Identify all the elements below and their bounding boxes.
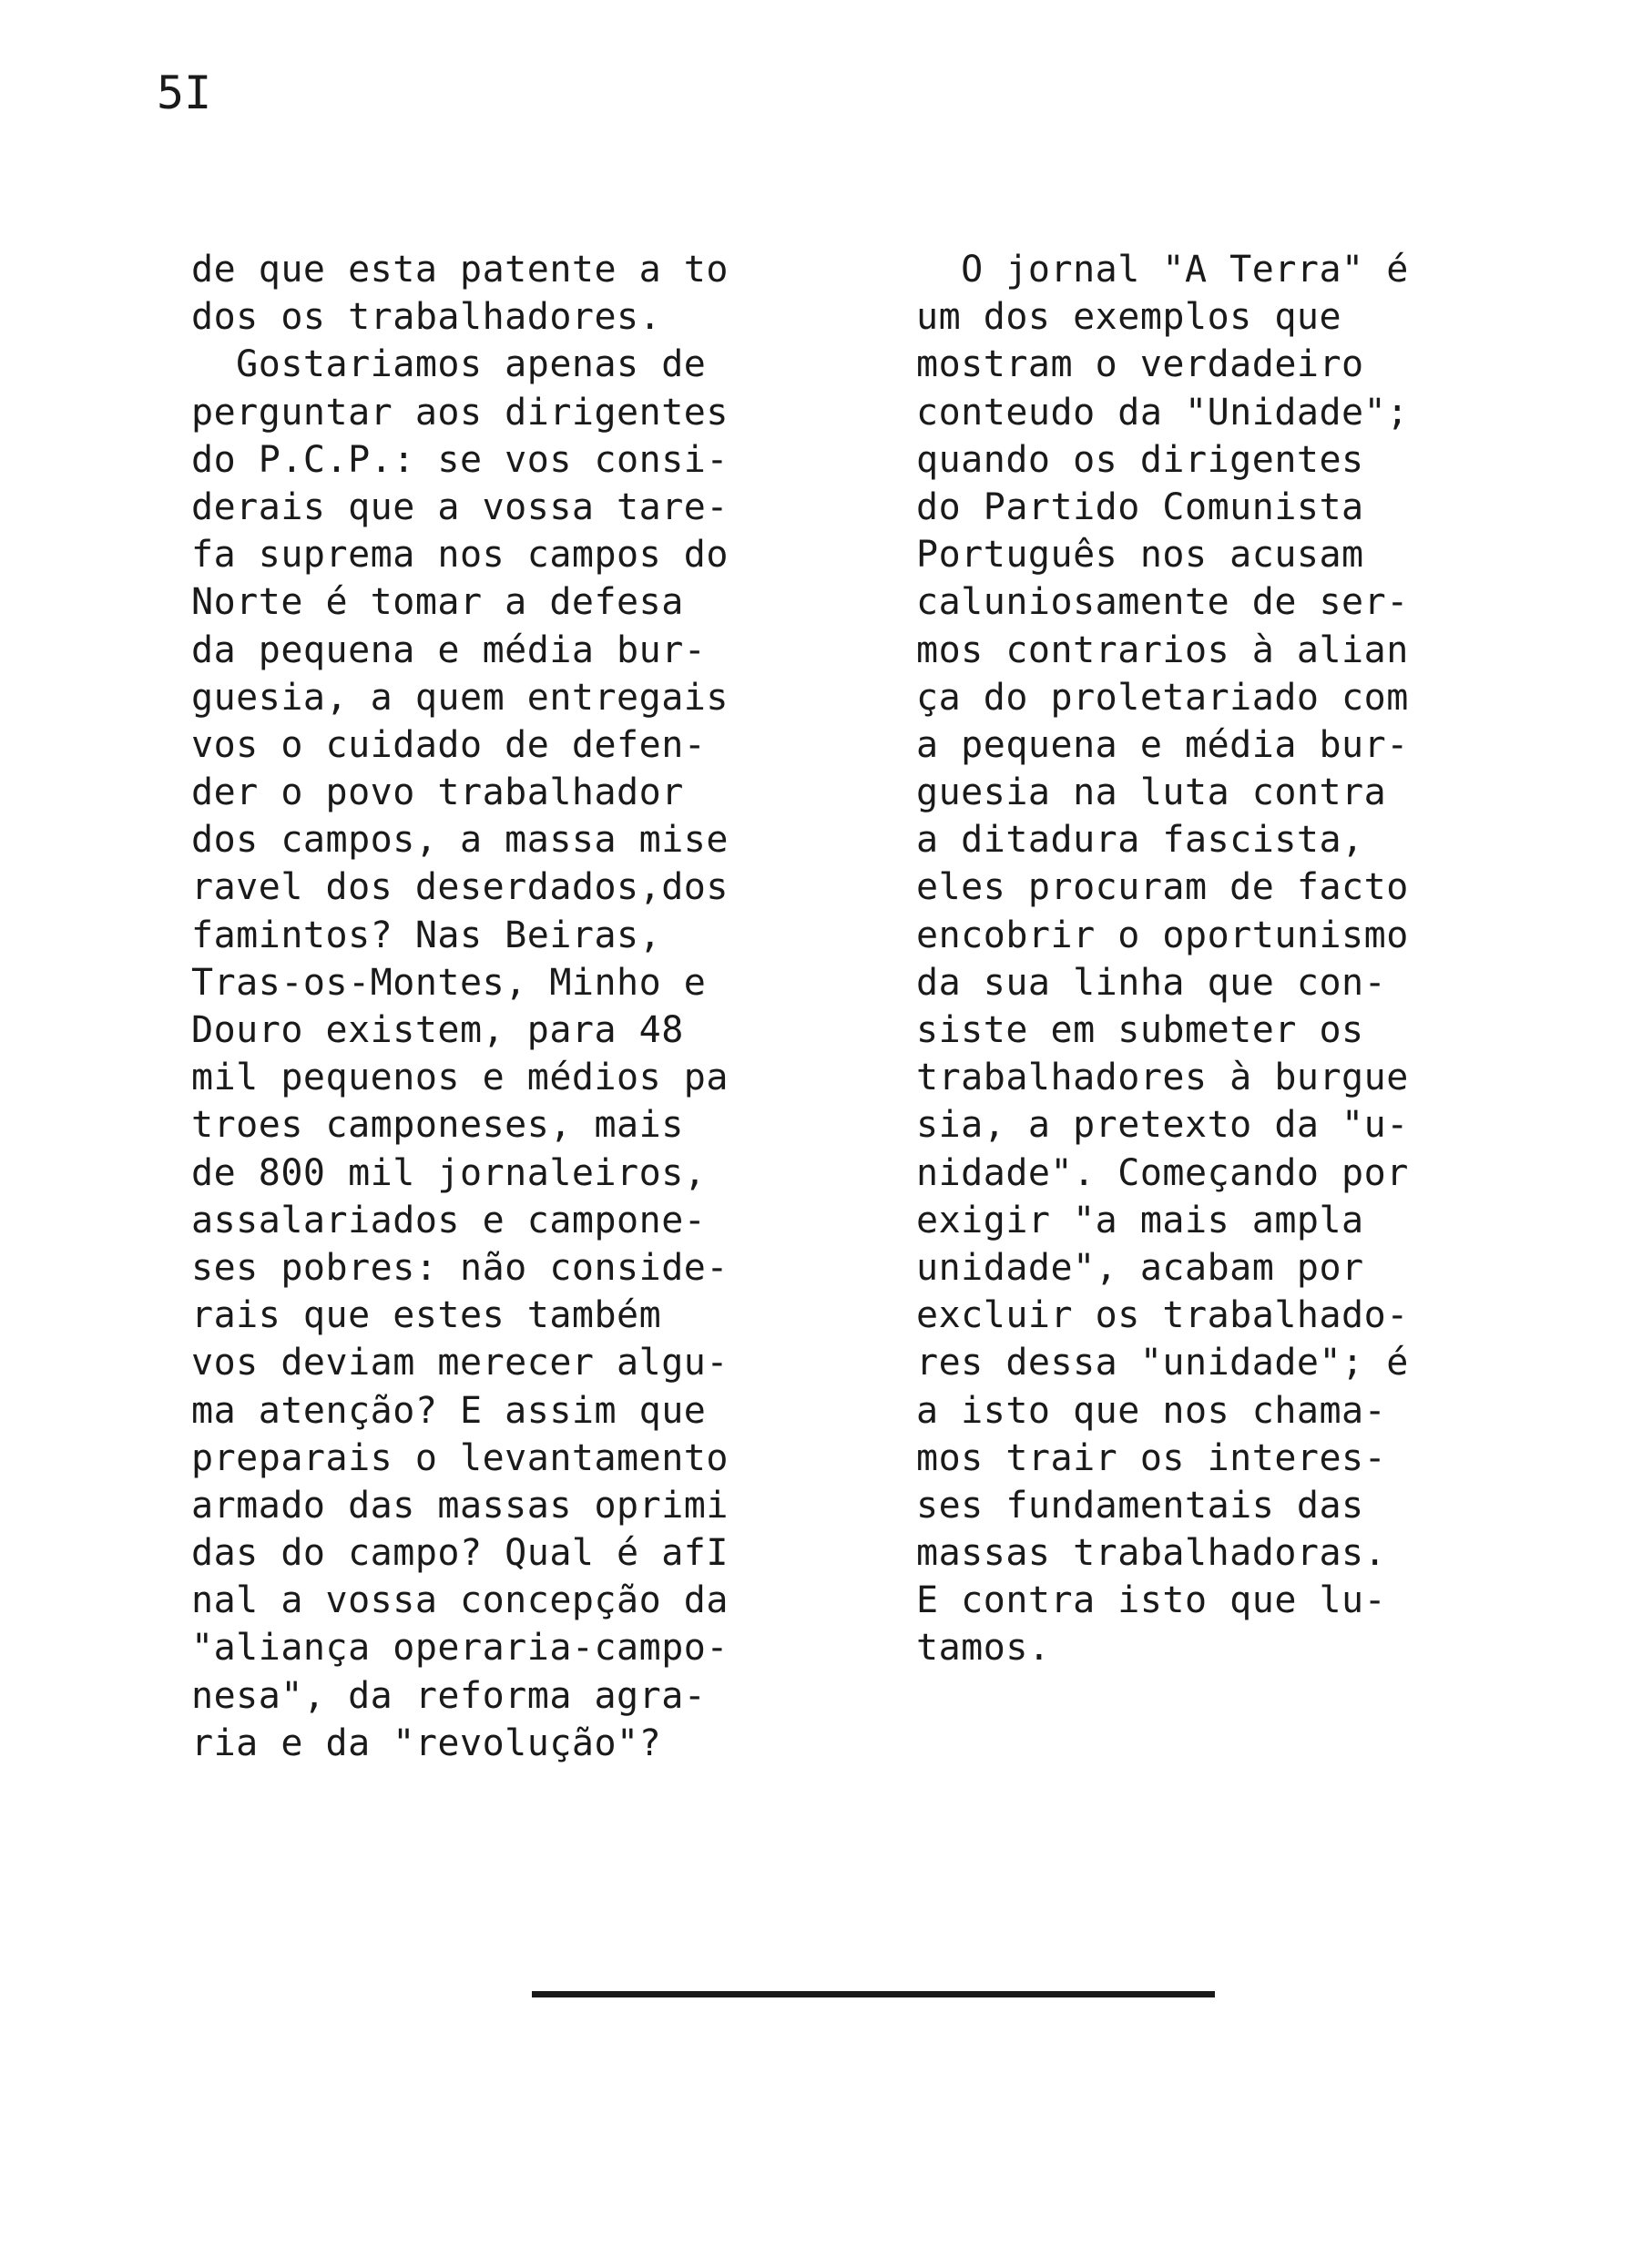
- text-line: mos trair os interes-: [916, 1436, 1387, 1479]
- text-line: unidade", acabam por: [916, 1246, 1364, 1289]
- text-line: mil pequenos e médios pa: [191, 1057, 729, 1099]
- text-line: res dessa "unidade"; é: [916, 1342, 1409, 1384]
- text-line: ria e da "revolução"?: [191, 1721, 662, 1764]
- text-line: fa suprema nos campos do: [191, 534, 729, 577]
- right-text-column: [916, 246, 1572, 1672]
- text-line: ses pobres: não conside-: [191, 1246, 729, 1289]
- text-line: Português nos acusam: [916, 534, 1364, 577]
- text-line: encobrir o oportunismo: [916, 914, 1409, 956]
- text-line: derais que a vossa tare-: [191, 485, 729, 528]
- text-line: do Partido Comunista: [916, 485, 1364, 528]
- text-line: der o povo trabalhador: [191, 771, 684, 814]
- text-line: famintos? Nas Beiras,: [191, 914, 662, 956]
- text-line: guesia, a quem entregais: [191, 676, 729, 719]
- text-line: das do campo? Qual é afI: [191, 1532, 729, 1575]
- text-line: ça do proletariado com: [916, 676, 1409, 719]
- text-line: a isto que nos chama-: [916, 1389, 1387, 1432]
- text-line: Gostariamos apenas de: [191, 343, 707, 386]
- text-line: Tras-os-Montes, Minho e: [191, 961, 707, 1004]
- text-line: trabalhadores à burgue: [916, 1057, 1409, 1099]
- text-line: ravel dos deserdados,dos: [191, 866, 729, 909]
- text-line: dos os trabalhadores.: [191, 296, 662, 339]
- text-line: da sua linha que con-: [916, 961, 1387, 1004]
- text-line: vos deviam merecer algu-: [191, 1342, 729, 1384]
- text-line: nidade". Começando por: [916, 1151, 1409, 1194]
- text-line: excluir os trabalhado-: [916, 1294, 1409, 1337]
- text-line: Douro existem, para 48: [191, 1009, 684, 1051]
- page-number: 5I: [157, 66, 212, 119]
- text-line: um dos exemplos que: [916, 296, 1342, 339]
- text-line: preparais o levantamento: [191, 1436, 729, 1479]
- text-line: eles procuram de facto: [916, 866, 1409, 909]
- text-line: assalariados e campone-: [191, 1199, 707, 1241]
- left-text-column: [191, 246, 883, 1767]
- text-line: a ditadura fascista,: [916, 819, 1364, 862]
- text-line: perguntar aos dirigentes: [191, 391, 729, 434]
- text-line: dos campos, a massa mise: [191, 819, 729, 862]
- text-line: tamos.: [916, 1627, 1051, 1670]
- text-line: E contra isto que lu-: [916, 1579, 1387, 1622]
- text-line: Norte é tomar a defesa: [191, 581, 684, 624]
- text-line: nesa", da reforma agra-: [191, 1674, 707, 1717]
- text-line: conteudo da "Unidade";: [916, 391, 1409, 434]
- text-line: armado das massas oprimi: [191, 1484, 729, 1527]
- text-line: sia, a pretexto da "u-: [916, 1104, 1409, 1147]
- closing-rule: [532, 1991, 1215, 1997]
- text-line: vos o cuidado de defen-: [191, 723, 707, 766]
- text-line: troes camponeses, mais: [191, 1104, 684, 1147]
- text-line: ma atenção? E assim que: [191, 1389, 707, 1432]
- text-line: "aliança operaria-campo-: [191, 1627, 729, 1670]
- text-line: guesia na luta contra: [916, 771, 1387, 814]
- text-line: quando os dirigentes: [916, 438, 1364, 481]
- text-line: do P.C.P.: se vos consi-: [191, 438, 729, 481]
- text-line: caluniosamente de ser-: [916, 581, 1409, 624]
- text-line: de que esta patente a to: [191, 249, 729, 291]
- text-line: da pequena e média bur-: [191, 628, 707, 671]
- text-line: siste em submeter os: [916, 1009, 1364, 1051]
- text-line: massas trabalhadoras.: [916, 1532, 1387, 1575]
- text-line: O jornal "A Terra" é: [916, 249, 1409, 291]
- text-line: mostram o verdadeiro: [916, 343, 1364, 386]
- text-line: mos contrarios à alian: [916, 628, 1409, 671]
- text-line: a pequena e média bur-: [916, 723, 1409, 766]
- text-line: de 800 mil jornaleiros,: [191, 1151, 707, 1194]
- text-line: ses fundamentais das: [916, 1484, 1364, 1527]
- text-line: exigir "a mais ampla: [916, 1199, 1364, 1241]
- text-line: nal a vossa concepção da: [191, 1579, 729, 1622]
- text-line: rais que estes também: [191, 1294, 662, 1337]
